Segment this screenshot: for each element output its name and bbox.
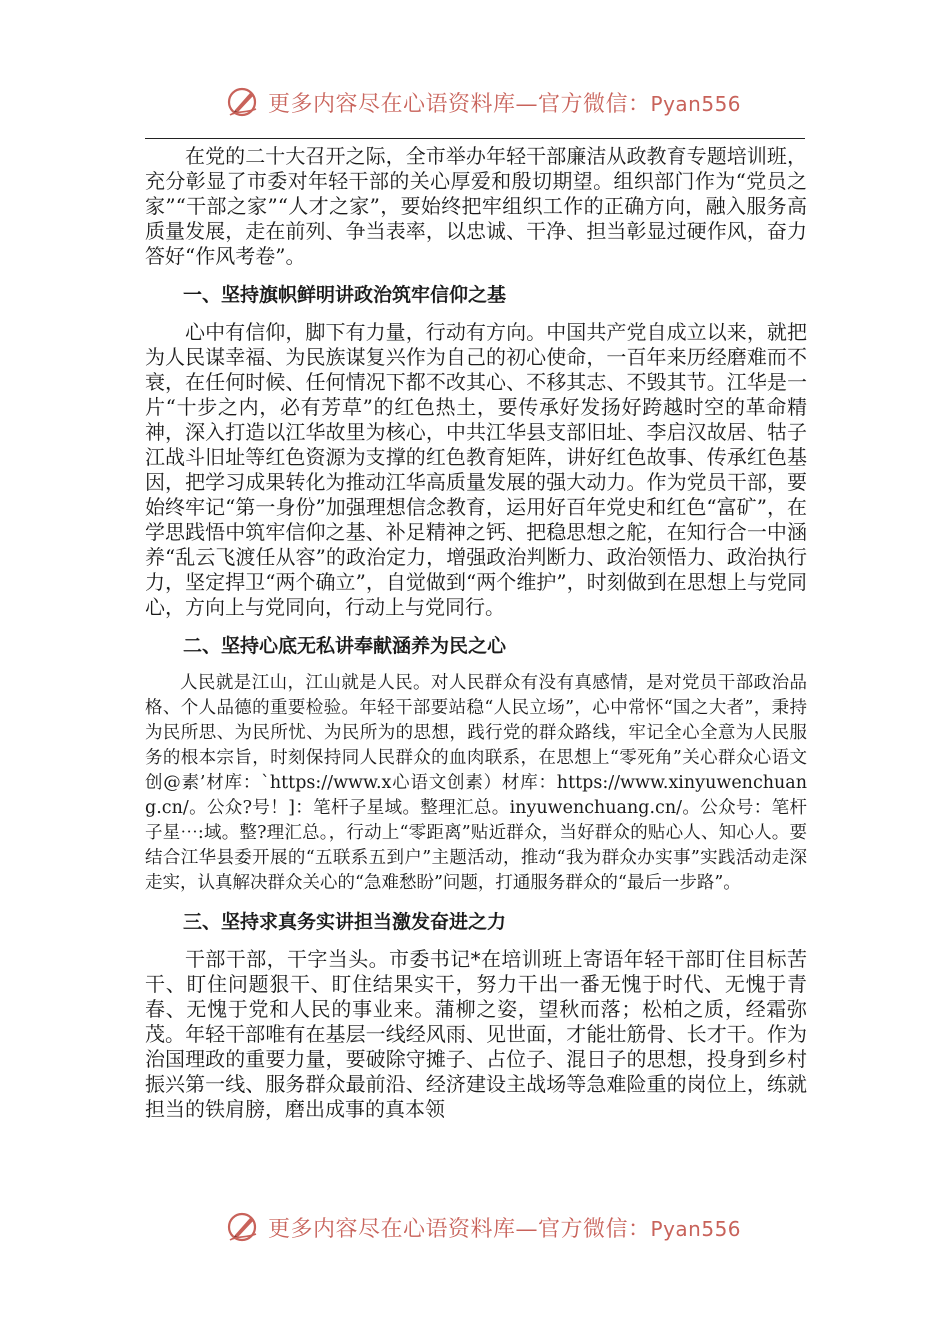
wechat-id: Pyan556 (650, 91, 742, 116)
section-1-paragraph: 心中有信仰，脚下有力量，行动有方向。中国共产党自成立以来，就把为人民谋幸福、为民族谋复兴作为自己的初心使命，一百年来历经磨难而不衰，在任何时候、任何情况下都不改其心、不移其志、不毁其节。江华是一片“十步之内，必有芳草”的红色热土，要传承好发扬好跨越时空的革命精神，深入打造以江华故里为核心，中共江华县支部旧址、李启汉故居、牯子江战斗旧址等红色资源为支撑的红色教育矩阵，讲好红色故事、传承红色基因，把学习成果转化为推动江华高质量发展的强大动力。作为党员干部，要始终牢记“第一身份”加强理想信念教育，运用好百年党史和红色“富矿”，在学思践悟中筑牢信仰之基、补足精神之钙、把稳思想之舵，在知行合一中涵养“乱云飞渡任从容”的政治定力，增强政治判断力、政治领悟力、政治执行力，坚定捍卫“两个确立”，自觉做到“两个维护”，时刻做到在思想上与党同心，方向上与党同向，行动上与党同行。 (145, 320, 807, 619)
header-banner (0, 80, 950, 124)
wechat-id: Pyan556 (650, 1216, 742, 1241)
pen-logo-icon (226, 1210, 260, 1244)
article-body (145, 144, 807, 1122)
section-2-paragraph: 人民就是江山，江山就是人民。对人民群众有没有真感情，是对党员干部政治品格、个人品德的重要检验。年轻干部要站稳“人民立场”，心中常怀“国之大者”，秉持为民所思、为民所忧、为民所为的思想，践行党的群众路线，牢记全心全意为人民服务的根本宗旨，时刻保持同人民群众的血肉联系，在思想上“零死角”关心群众心语文创@素’材库：`https://www.x心语文创素）材库：https://www.xinyuwenchuang.cn/。公众?号！]：笔杆子星域。整理汇总。inyuwenchuang.cn/。公众号：笔杆子星⋯:域。整?理汇总。，行动上“零距离”贴近群众，当好群众的贴心人、知心人。要结合江华县委开展的“五联系五到户”主题活动，推动“我为群众办实事”实践活动走深走实，认真解决群众关心的“急难愁盼”问题，打通服务群众的“最后一步路”。 (145, 673, 807, 893)
section-2-heading: 二、坚持心底无私讲奉献涵养为民之心 (183, 635, 507, 657)
section-3-paragraph: 干部干部，干字当头。市委书记*在培训班上寄语年轻干部盯住目标苦干、盯住问题狠干、盯住结果实干，努力干出一番无愧于时代、无愧于青春、无愧于党和人民的事业来。蒲柳之姿，望秋而落；松柏之质，经霜弥茂。年轻干部唯有在基层一线经风雨、见世面，才能壮筋骨、长才干。作为治国理政的重要力量，要破除守摊子、占位子、混日子的思想，投身到乡村振兴第一线、服务群众最前沿、经济建设主战场等急难险重的岗位上，练就担当的铁肩膀，磨出成事的真本领 (145, 947, 807, 1121)
header-divider (145, 138, 805, 139)
footer-banner-text: 更多内容尽在心语资料库—官方微信：Pyan556 (268, 1216, 742, 1242)
section-3-heading: 三、坚持求真务实讲担当激发奋进之力 (183, 911, 507, 933)
section-1-heading: 一、坚持旗帜鲜明讲政治筑牢信仰之基 (183, 284, 507, 306)
pen-logo-icon (226, 85, 260, 119)
intro-paragraph: 在党的二十大召开之际，全市举办年轻干部廉洁从政教育专题培训班，充分彰显了市委对年轻干部的关心厚爱和殷切期望。组织部门作为“党员之家”“干部之家”“人才之家”，要始终把牢组织工作的正确方向，融入服务高质量发展，走在前列、争当表率，以忠诚、干净、担当彰显过硬作风，奋力答好“作风考卷”。 (145, 144, 807, 268)
footer-banner (0, 1205, 950, 1249)
header-banner-text: 更多内容尽在心语资料库—官方微信：Pyan556 (268, 91, 742, 117)
